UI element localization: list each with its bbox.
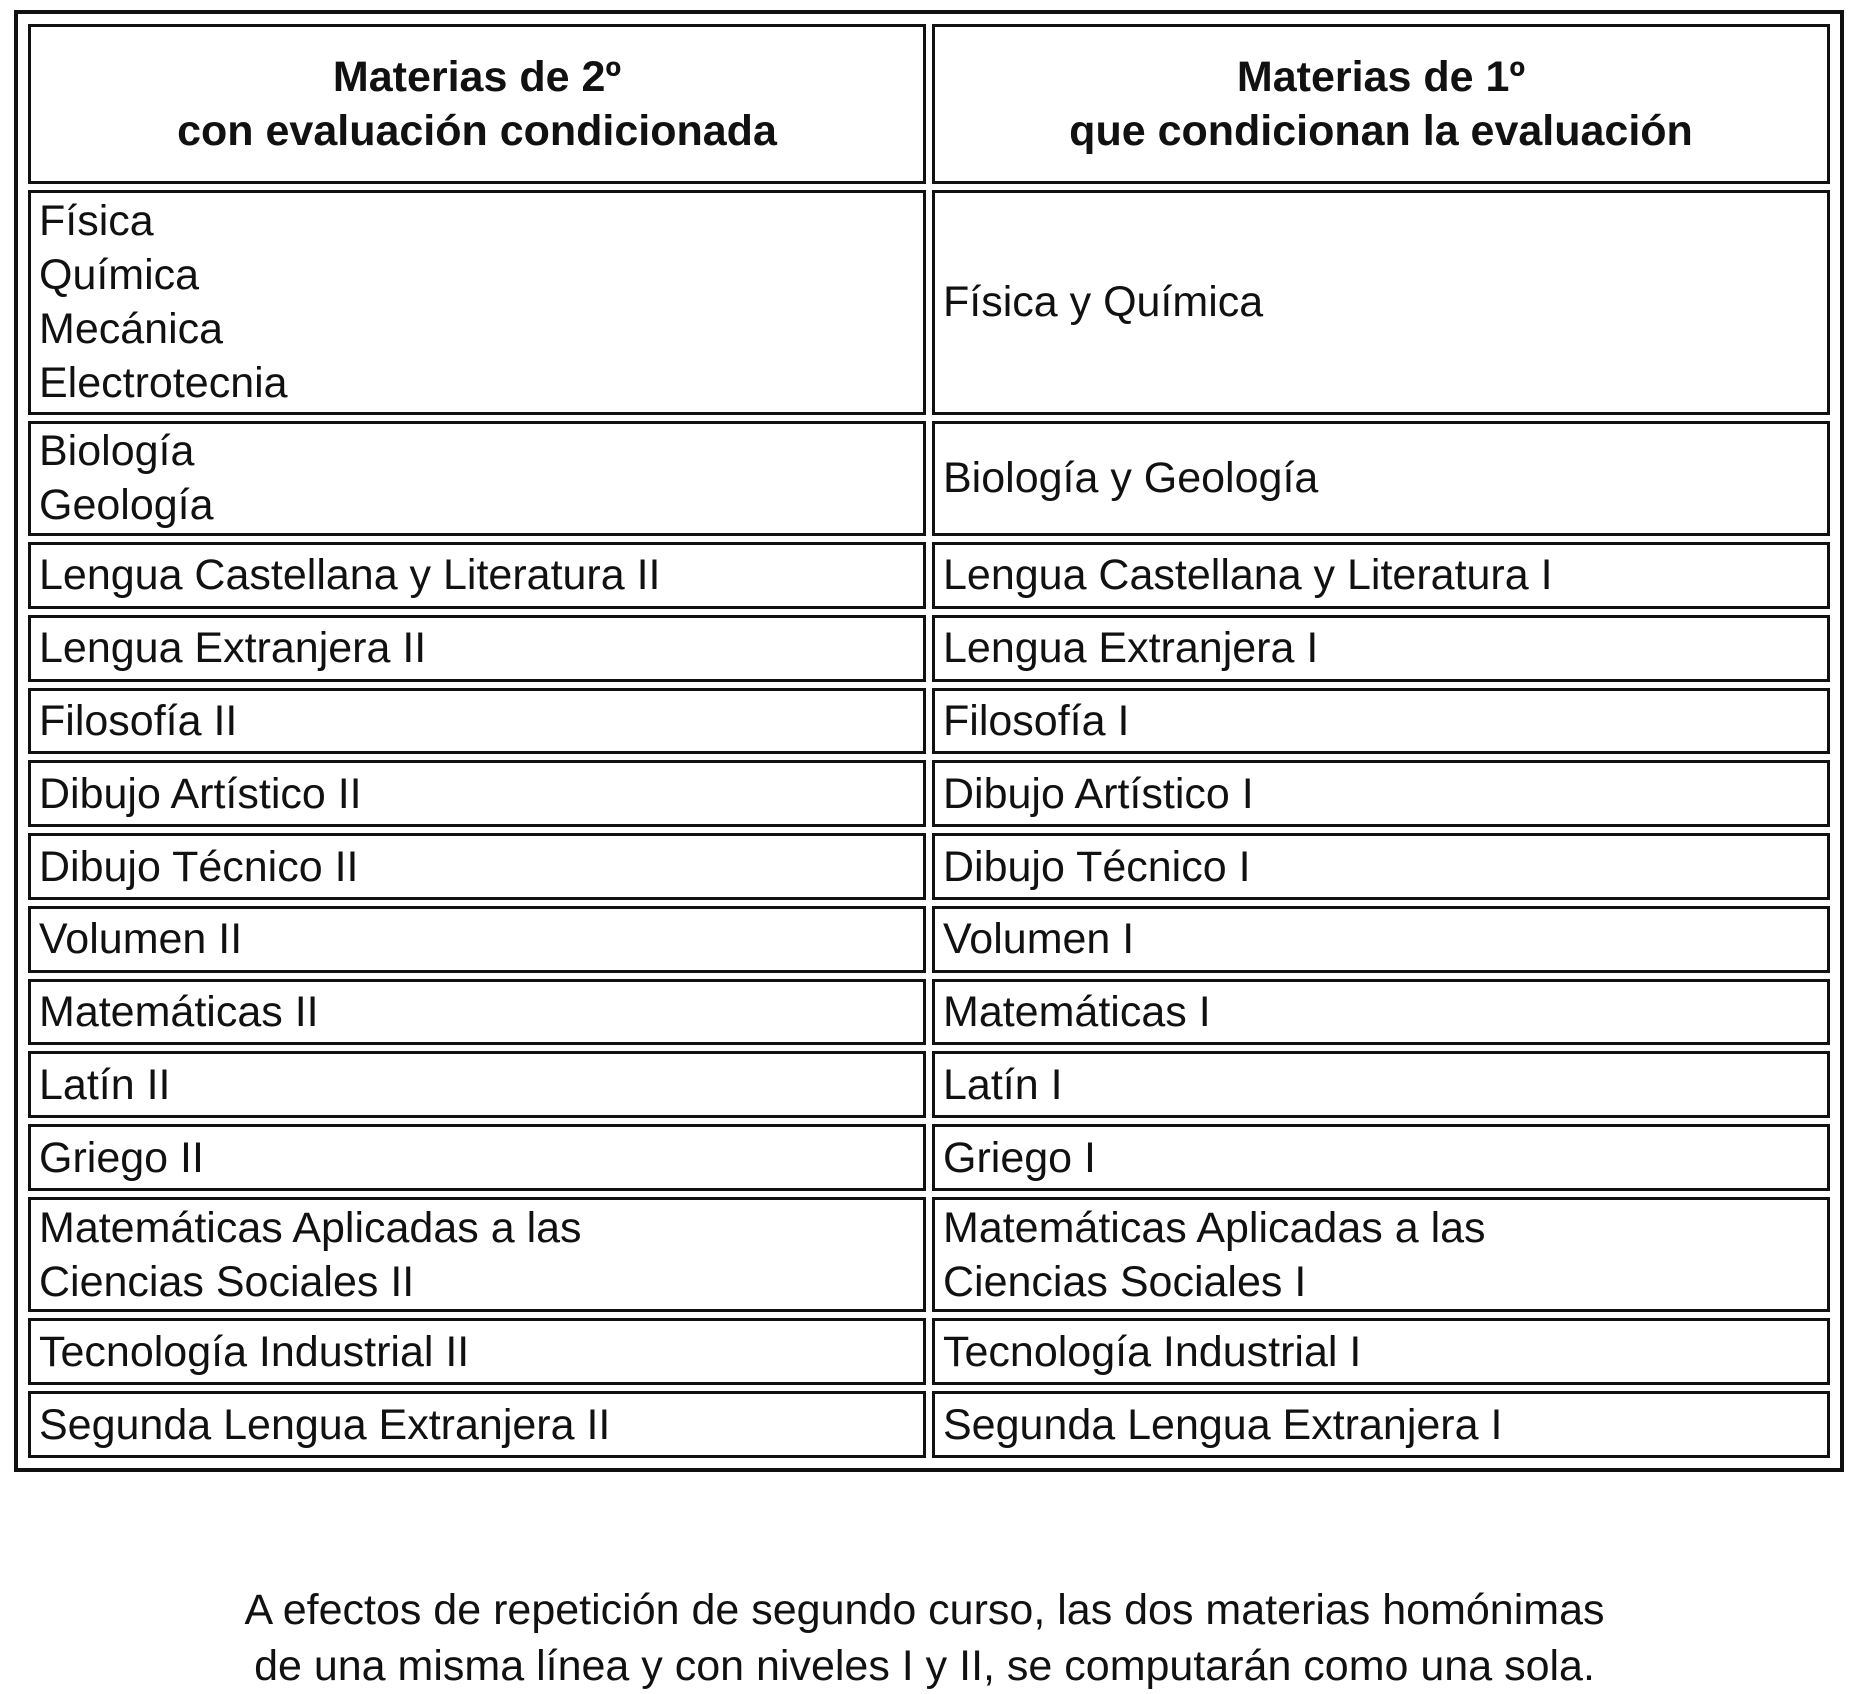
first-year-subject: Lengua Extranjera I <box>932 615 1830 682</box>
second-year-subject: Lengua Castellana y Literatura II <box>28 542 926 609</box>
second-year-subject: Segunda Lengua Extranjera II <box>28 1391 926 1458</box>
header-first-year-line1: Materias de 1º <box>1236 53 1526 101</box>
second-year-subject: Volumen II <box>28 906 926 973</box>
table-row <box>28 1197 1830 1312</box>
first-year-subject: Tecnología Industrial I <box>932 1318 1830 1385</box>
second-year-subject: Lengua Extranjera II <box>28 615 926 682</box>
table-row <box>28 833 1830 900</box>
first-year-subject: Filosofía I <box>932 688 1830 755</box>
first-year-subject: Matemáticas I <box>932 979 1830 1046</box>
repetition-note-line1: A efectos de repetición de segundo curso, las dos materias homónimas <box>244 1586 1605 1634</box>
table-row <box>28 421 1830 536</box>
repetition-note <box>0 1582 1849 1694</box>
table-row <box>28 1124 1830 1191</box>
table-row <box>28 1051 1830 1118</box>
first-year-subject: Dibujo Técnico I <box>932 833 1830 900</box>
first-year-subject: Biología y Geología <box>932 421 1830 536</box>
second-year-subject: Física Química Mecánica Electrotecnia <box>28 190 926 415</box>
second-year-subject: Matemáticas II <box>28 979 926 1046</box>
table-row <box>28 760 1830 827</box>
table-header-row <box>28 24 1830 184</box>
header-first-year <box>932 24 1830 184</box>
first-year-subject: Segunda Lengua Extranjera I <box>932 1391 1830 1458</box>
second-year-subject: Biología Geología <box>28 421 926 536</box>
first-year-subject: Matemáticas Aplicadas a las Ciencias Sociales I <box>932 1197 1830 1312</box>
first-year-subject: Dibujo Artístico I <box>932 760 1830 827</box>
first-year-subject: Griego I <box>932 1124 1830 1191</box>
first-year-subject: Volumen I <box>932 906 1830 973</box>
first-year-subject: Física y Química <box>932 190 1830 415</box>
second-year-subject: Matemáticas Aplicadas a las Ciencias Sociales II <box>28 1197 926 1312</box>
table-row <box>28 906 1830 973</box>
first-year-subject: Lengua Castellana y Literatura I <box>932 542 1830 609</box>
table-row <box>28 190 1830 415</box>
table-row <box>28 615 1830 682</box>
second-year-subject: Tecnología Industrial II <box>28 1318 926 1385</box>
first-year-subject: Latín I <box>932 1051 1830 1118</box>
table-row <box>28 542 1830 609</box>
table-row <box>28 979 1830 1046</box>
second-year-subject: Dibujo Artístico II <box>28 760 926 827</box>
table-row <box>28 688 1830 755</box>
second-year-subject: Latín II <box>28 1051 926 1118</box>
second-year-subject: Griego II <box>28 1124 926 1191</box>
second-year-subject: Filosofía II <box>28 688 926 755</box>
header-second-year <box>28 24 926 184</box>
subjects-table <box>22 18 1836 1464</box>
table-row <box>28 1391 1830 1458</box>
second-year-subject: Dibujo Técnico II <box>28 833 926 900</box>
header-second-year-line1: Materias de 2º <box>332 53 622 101</box>
header-first-year-line2: que condicionan la evaluación <box>1069 107 1693 155</box>
subjects-table-frame <box>14 10 1844 1472</box>
repetition-note-line2: de una misma línea y con niveles I y II, se computarán como una sola. <box>254 1642 1595 1690</box>
header-second-year-line2: con evaluación condicionada <box>177 107 777 155</box>
table-row <box>28 1318 1830 1385</box>
